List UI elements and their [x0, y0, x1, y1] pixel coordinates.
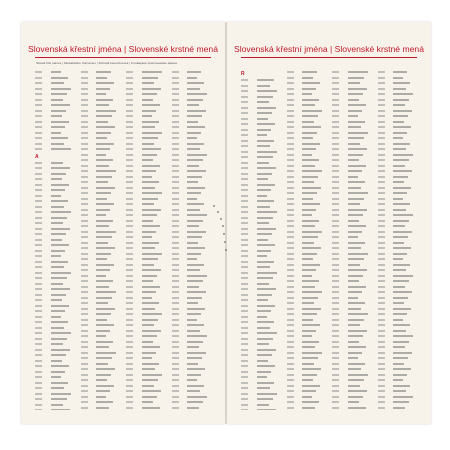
right-title-rule	[241, 57, 417, 58]
name-row	[241, 408, 285, 410]
name-row	[35, 408, 79, 410]
name-text	[348, 406, 376, 411]
left-page-subtitle: Slovak first names | Slowakische Vornamen | Szlovák keresztnevek | Словацкие христианские имена	[36, 61, 177, 65]
name-text	[257, 408, 285, 410]
name-row	[172, 406, 216, 411]
name-date	[287, 406, 303, 411]
name-column	[378, 70, 422, 410]
right-page-title: Slovenská křestní jména | Slovenské krstné mená	[234, 44, 424, 54]
name-text	[187, 406, 215, 411]
name-row	[287, 406, 331, 411]
name-column	[81, 70, 125, 410]
name-date	[378, 406, 394, 411]
name-row	[332, 406, 376, 411]
name-date	[172, 406, 188, 411]
name-text	[142, 406, 170, 411]
name-date	[126, 406, 142, 411]
left-name-columns	[35, 70, 217, 410]
name-text	[51, 408, 79, 410]
section-letter: A	[35, 153, 39, 160]
name-text	[96, 406, 124, 411]
name-column	[35, 70, 79, 410]
right-name-columns	[241, 70, 423, 410]
name-date	[35, 147, 51, 153]
name-date	[35, 408, 51, 410]
name-column	[172, 70, 216, 410]
name-date	[332, 406, 348, 411]
name-date	[241, 408, 257, 410]
name-date	[81, 406, 97, 411]
name-text	[302, 406, 330, 411]
left-page-title: Slovenská křestní jména | Slovenské krstné mená	[28, 44, 218, 54]
name-column	[332, 70, 376, 410]
name-row	[35, 147, 79, 153]
name-row	[378, 406, 422, 411]
name-row	[81, 406, 125, 411]
right-page	[227, 22, 431, 424]
name-column	[126, 70, 170, 410]
left-page	[21, 22, 225, 424]
name-row	[126, 406, 170, 411]
name-text	[393, 406, 421, 411]
left-title-rule	[35, 57, 211, 58]
name-text	[51, 147, 79, 153]
name-column	[287, 70, 331, 410]
name-column	[241, 70, 285, 410]
section-letter: R	[241, 71, 245, 77]
